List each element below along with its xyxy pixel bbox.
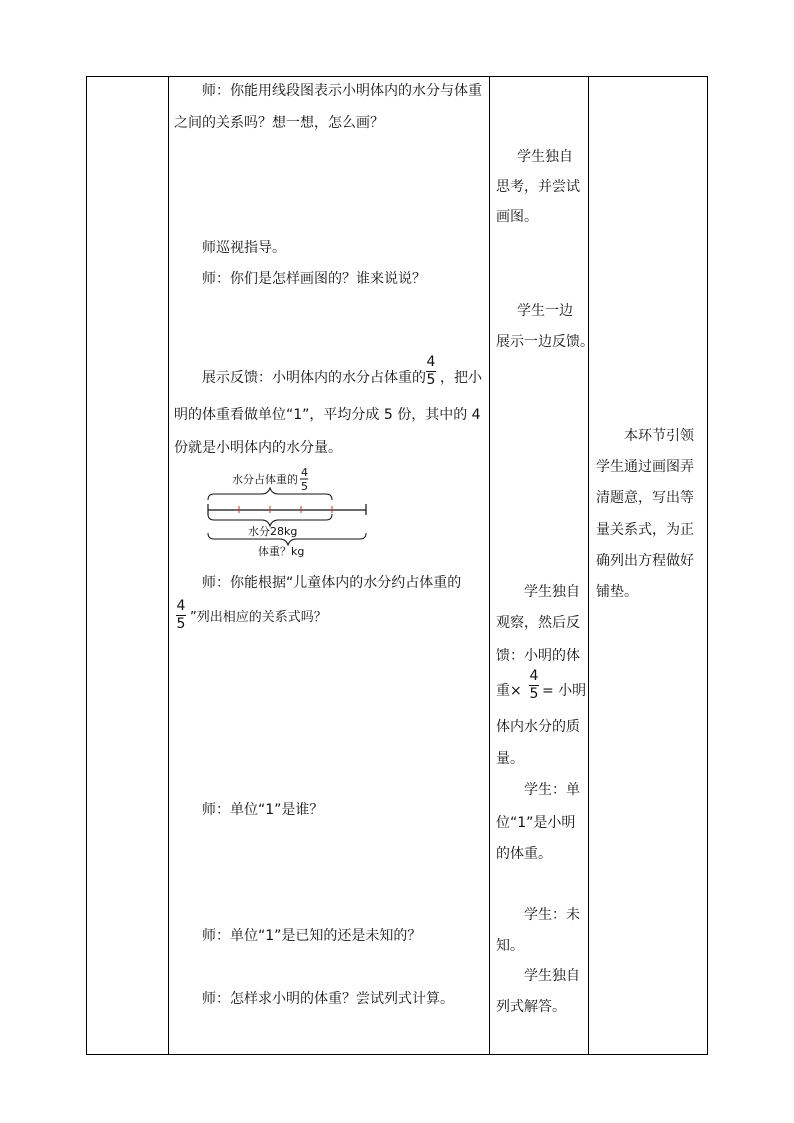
water-label: 水分28kg <box>248 525 298 538</box>
student-observe-line4-start: 重× <box>496 683 522 699</box>
feedback-line1-end: ，把小 <box>440 370 482 386</box>
table-border-left <box>86 76 87 1055</box>
design-line5: 确列出方程做好 <box>596 553 694 569</box>
design-line1: 本环节引领 <box>624 428 694 444</box>
teacher-relation-question-line2: ”列出相应的关系式吗？ <box>190 610 327 625</box>
teacher-relation-question-line1: 师：你能根据“儿童体内的水分约占体重的 <box>202 575 462 591</box>
fraction-denominator: 5 <box>426 372 436 388</box>
design-line6: 铺垫。 <box>596 584 638 600</box>
student-think-line1: 学生独自 <box>517 149 573 165</box>
table-border-right <box>707 76 708 1055</box>
feedback-line1 <box>202 369 426 387</box>
fraction2-numerator: 4 <box>176 598 186 614</box>
design-line4: 量关系式，为正 <box>596 522 694 538</box>
feedback-line2: 明的体重看做单位“1”，平均分成 5 份，其中的 4 <box>174 407 481 423</box>
student-unknown-line2: 知。 <box>496 938 524 954</box>
student-show-line2: 展示一边反馈。 <box>496 334 594 350</box>
student-unit-line1: 学生：单 <box>524 782 580 798</box>
teacher-known-unknown-question: 师：单位“1”是已知的还是未知的？ <box>202 928 422 944</box>
diagram-top-label: 水分占体重的 <box>232 473 298 486</box>
student-solve-line1: 学生独自 <box>524 968 580 984</box>
student-observe-line1: 学生独自 <box>524 584 580 600</box>
teacher-unit-one-question: 师：单位“1”是谁？ <box>202 802 324 818</box>
table-divider-2 <box>489 76 490 1055</box>
student-unit-line2: 位“1”是小明 <box>496 815 576 831</box>
diagram-frac-den: 5 <box>301 480 308 493</box>
student-observe-line5: 体内水分的质 <box>496 719 580 735</box>
student-think-line2: 思考，并尝试 <box>496 179 580 195</box>
student-observe-line6: 量。 <box>496 751 524 767</box>
teacher-guidance: 师巡视指导。 <box>202 240 286 256</box>
fraction3-denominator: 5 <box>529 686 539 702</box>
feedback-line3: 份就是小明体内的水分量。 <box>174 440 342 456</box>
teacher-ask-explain: 师：你们是怎样画图的？谁来说说？ <box>202 271 426 287</box>
student-unknown-line1: 学生：未 <box>524 907 580 923</box>
fraction-four-fifths-3 <box>529 669 539 702</box>
table-divider-1 <box>168 76 169 1055</box>
fraction-four-fifths <box>426 355 436 388</box>
table-top-border <box>86 76 708 77</box>
design-line3: 清题意，写出等 <box>596 490 694 506</box>
student-observe-line2: 观察，然后反 <box>496 615 580 631</box>
feedback-line1-text: 展示反馈：小明体内的水分占体重的 <box>202 370 426 386</box>
student-observe-line4-end: = 小明 <box>542 683 587 699</box>
student-solve-line2: 列式解答。 <box>496 999 566 1015</box>
student-think-line3: 画图。 <box>496 209 538 225</box>
student-unit-line3: 的体重。 <box>496 846 552 862</box>
fraction3-numerator: 4 <box>529 668 539 684</box>
student-show-line1: 学生一边 <box>517 303 573 319</box>
teacher-calculate-prompt: 师：怎样求小明的体重？尝试列式计算。 <box>202 991 454 1007</box>
table-divider-3 <box>588 76 589 1055</box>
diagram-frac-num: 4 <box>301 466 308 479</box>
fraction2-denominator: 5 <box>176 616 186 632</box>
student-observe-line3: 馈：小明的体 <box>496 648 580 664</box>
teacher-question-line1: 师：你能用线段图表示小明体内的水分与体重 <box>202 83 482 99</box>
fraction-numerator: 4 <box>426 354 436 370</box>
weight-label: 体重？kg <box>258 545 305 558</box>
fraction-four-fifths-2 <box>176 599 186 632</box>
water-brace-top <box>208 488 332 500</box>
table-bottom-border <box>86 1054 708 1055</box>
teacher-question-line2: 之间的关系吗？想一想，怎么画？ <box>174 115 384 131</box>
line-segment-diagram <box>198 463 398 559</box>
design-line2: 学生通过画图弄 <box>596 459 694 475</box>
